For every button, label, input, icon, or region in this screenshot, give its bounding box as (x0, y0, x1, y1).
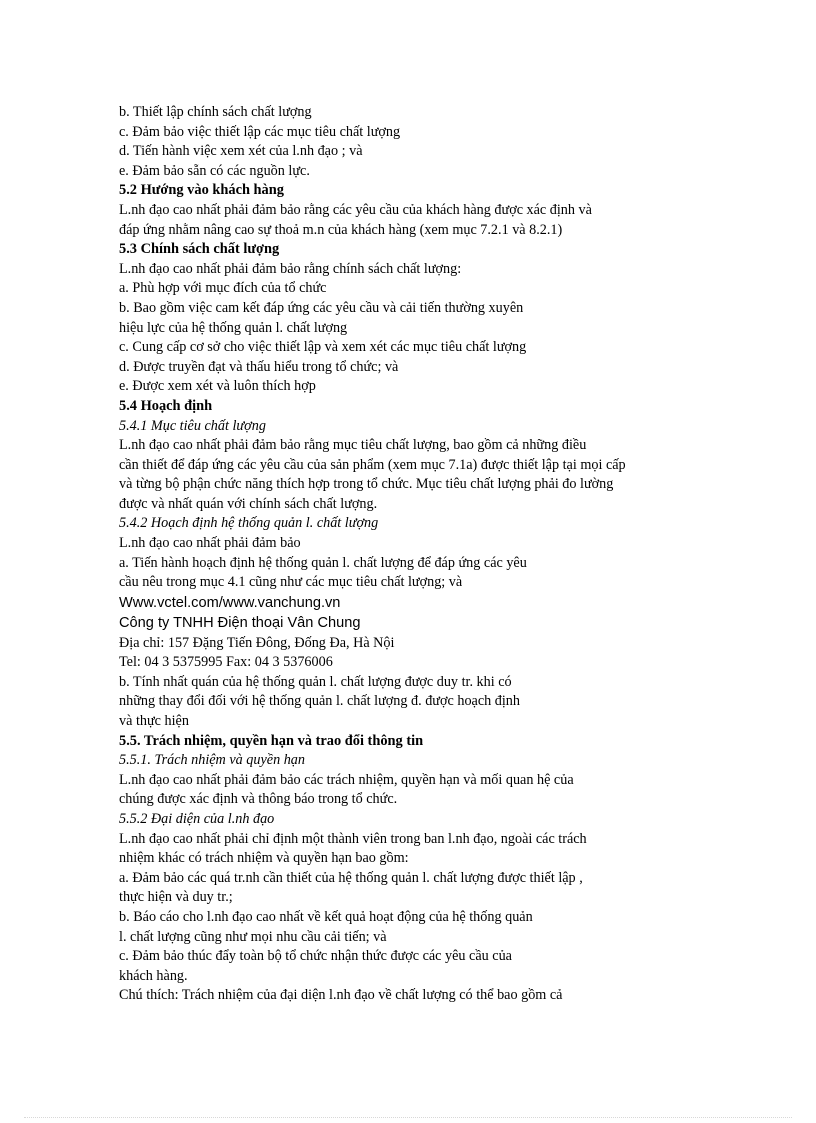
section-heading: 5.3 Chính sách chất lượng (119, 241, 280, 258)
list-item: c. Đảm bảo việc thiết lập các mục tiêu chất lượng (119, 123, 401, 140)
section-heading: 5.5. Trách nhiệm, quyền hạn và trao đổi thông tin (119, 732, 424, 749)
list-item: c. Đảm bảo thúc đẩy toàn bộ tổ chức nhận thức được các yêu cầu của (119, 948, 512, 965)
list-item: thực hiện và duy tr.; (119, 889, 233, 906)
page-bottom-divider (24, 1117, 792, 1118)
paragraph-line: L.nh đạo cao nhất phải đảm bảo (119, 535, 301, 552)
subsection-heading: 5.5.2 Đại diện của l.nh đạo (119, 811, 275, 827)
company-phone: Tel: 04 3 5375995 Fax: 04 3 5376006 (119, 654, 333, 671)
list-item: khách hàng. (119, 967, 188, 984)
subsection-heading: 5.4.1 Mục tiêu chất lượng (119, 417, 266, 434)
list-item: e. Đảm bảo sẵn có các nguồn lực. (119, 162, 310, 179)
note-line: Chú thích: Trách nhiệm của đại diện l.nh đạo về chất lượng có thể bao gồm cả (119, 987, 563, 1004)
paragraph-line: nhiệm khác có trách nhiệm và quyền hạn bao gồm: (119, 850, 409, 867)
section-heading: 5.4 Hoạch định (119, 397, 213, 414)
company-address: Địa chỉ: 157 Đặng Tiến Đông, Đống Đa, Hà Nội (119, 634, 395, 651)
list-item: a. Đảm bảo các quá tr.nh cần thiết của hệ thống quản l. chất lượng được thiết lập , (119, 869, 583, 886)
list-item: những thay đổi đối với hệ thống quản l. chất lượng đ. được hoạch định (119, 693, 520, 710)
list-item: và thực hiện (119, 713, 189, 730)
subsection-heading: 5.5.1. Trách nhiệm và quyền hạn (119, 752, 305, 769)
paragraph-line: L.nh đạo cao nhất phải đảm bảo các trách nhiệm, quyền hạn và mối quan hệ của (119, 771, 574, 788)
paragraph-line: L.nh đạo cao nhất phải đảm bảo rằng mục tiêu chất lượng, bao gồm cả những điều (119, 437, 587, 454)
list-item: c. Cung cấp cơ sở cho việc thiết lập và xem xét các mục tiêu chất lượng (119, 339, 527, 356)
list-item: d. Tiến hành việc xem xét của l.nh đạo ; và (119, 143, 363, 160)
paragraph-line: được và nhất quán với chính sách chất lượng. (119, 495, 378, 512)
section-heading: 5.2 Hướng vào khách hàng (119, 182, 284, 199)
list-item: a. Phù hợp với mục đích của tổ chức (119, 280, 327, 297)
paragraph-line: L.nh đạo cao nhất phải đảm bảo rằng chính sách chất lượng: (119, 260, 462, 277)
list-item: hiệu lực của hệ thống quản l. chất lượng (119, 319, 348, 336)
company-name: Công ty TNHH Điện thoại Vân Chung (119, 615, 361, 632)
list-item: b. Thiết lập chính sách chất lượng (119, 104, 312, 120)
paragraph-line: và từng bộ phận chức năng thích hợp trong tổ chức. Mục tiêu chất lượng phải đo lường (119, 476, 614, 493)
list-item: cầu nêu trong mục 4.1 cũng như các mục tiêu chất lượng; và (119, 574, 463, 591)
paragraph-line: chúng được xác định và thông báo trong tổ chức. (119, 791, 398, 808)
subsection-heading: 5.4.2 Hoạch định hệ thống quản l. chất lượng (119, 515, 379, 532)
document-body (119, 103, 719, 1006)
list-item: a. Tiến hành hoạch định hệ thống quản l. chất lượng để đáp ứng các yêu (119, 554, 527, 571)
paragraph-line: L.nh đạo cao nhất phải chỉ định một thành viên trong ban l.nh đạo, ngoài các trách (119, 830, 587, 847)
paragraph-line: cần thiết để đáp ứng các yêu cầu của sản phẩm (xem mục 7.1a) được thiết lập tại mọi cấp (119, 456, 626, 473)
paragraph-line: đáp ứng nhằm nâng cao sự thoả m.n của khách hàng (xem mục 7.2.1 và 8.2.1) (119, 221, 563, 238)
list-item: l. chất lượng cũng như mọi nhu cầu cải tiến; và (119, 928, 387, 945)
list-item: d. Được truyền đạt và thấu hiểu trong tổ chức; và (119, 358, 399, 375)
list-item: e. Được xem xét và luôn thích hợp (119, 378, 316, 395)
list-item: b. Bao gồm việc cam kết đáp ứng các yêu cầu và cải tiến thường xuyên (119, 299, 524, 316)
list-item: b. Tính nhất quán của hệ thống quản l. chất lượng được duy tr. khi có (119, 673, 512, 690)
paragraph-line: L.nh đạo cao nhất phải đảm bảo rằng các yêu cầu của khách hàng được xác định và (119, 201, 592, 218)
company-website: Www.vctel.com/www.vanchung.vn (119, 594, 341, 611)
list-item: b. Báo cáo cho l.nh đạo cao nhất về kết quả hoạt động của hệ thống quản (119, 908, 533, 925)
